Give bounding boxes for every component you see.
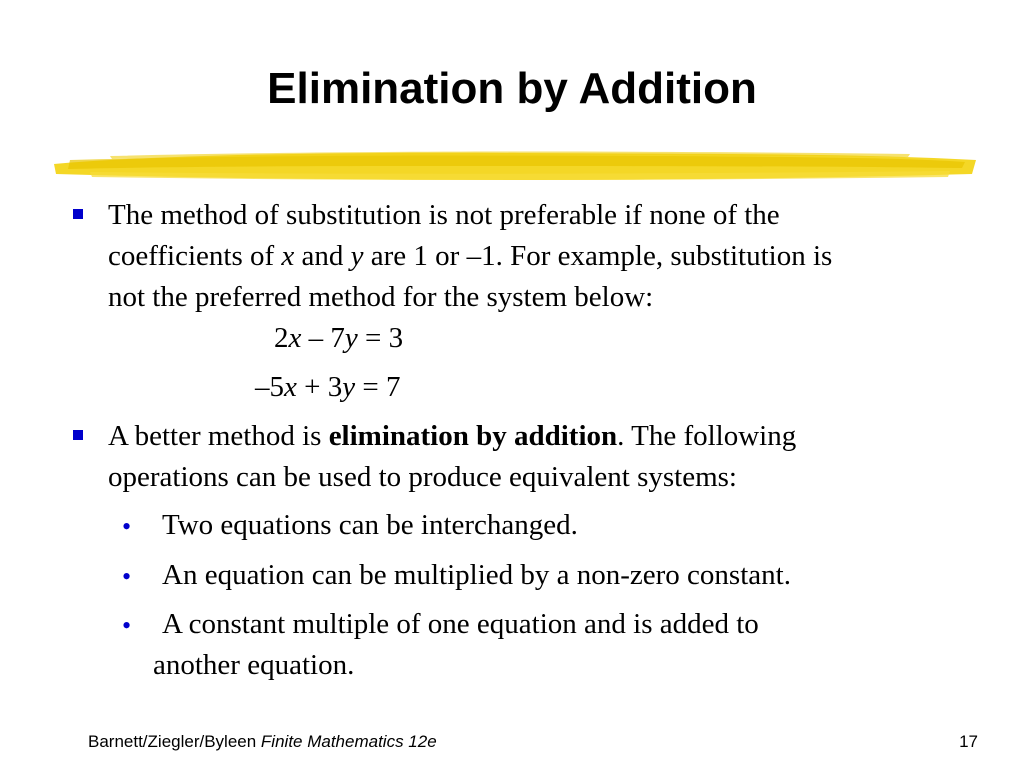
bullet2-bold-term: elimination by addition bbox=[328, 420, 618, 452]
sub-bullet-1: Two equations can be interchanged. bbox=[162, 509, 578, 541]
bullet2-line1 bbox=[108, 416, 988, 457]
variable-x: x bbox=[281, 240, 295, 272]
slide-number: 17 bbox=[959, 732, 978, 751]
bullet2-line1-b: . The following bbox=[617, 420, 797, 452]
eq1-y: y bbox=[344, 322, 358, 354]
bullet-square-icon bbox=[73, 430, 83, 440]
equation-1 bbox=[274, 318, 403, 359]
eq1-rhs: = 3 bbox=[357, 322, 404, 354]
equation-2 bbox=[255, 367, 400, 408]
eq2-y: y bbox=[342, 371, 356, 403]
footer-authors: Barnett/Ziegler/Byleen bbox=[88, 732, 261, 751]
footer-citation bbox=[88, 730, 437, 754]
sub-bullet-dot-icon: • bbox=[122, 562, 132, 591]
eq1-coefficient: 2 bbox=[274, 322, 289, 354]
eq2-coefficient: –5 bbox=[255, 371, 284, 403]
bullet1-line2-c: are 1 or –1. For example, substitution is bbox=[363, 240, 833, 272]
bullet1-line2 bbox=[108, 236, 988, 277]
bullet1-text bbox=[108, 195, 988, 318]
bullet-square-icon bbox=[73, 209, 83, 219]
bullet2-line1-a: A better method is bbox=[108, 420, 329, 452]
variable-y: y bbox=[350, 240, 364, 272]
bullet1-line2-a: coefficients of bbox=[108, 240, 282, 272]
bullet1-line3: not the preferred method for the system below: bbox=[108, 281, 654, 313]
sub-bullet-2: An equation can be multiplied by a non-zero constant. bbox=[162, 559, 791, 591]
eq2-x: x bbox=[284, 371, 297, 403]
eq2-rhs: = 7 bbox=[355, 371, 401, 403]
eq1-x: x bbox=[288, 322, 302, 354]
slide-title: Elimination by Addition bbox=[267, 64, 757, 113]
bullet2-text bbox=[108, 416, 988, 498]
sub-bullet-dot-icon: • bbox=[122, 512, 132, 541]
sub-bullet-dot-icon: • bbox=[122, 611, 132, 640]
sub-bullet-3-continuation: another equation. bbox=[153, 649, 355, 681]
bullet2-line2: operations can be used to produce equivalent systems: bbox=[108, 461, 737, 493]
sub-bullet-3: A constant multiple of one equation and is added to bbox=[162, 608, 759, 640]
bullet1-line2-b: and bbox=[294, 240, 351, 272]
bullet1-line1: The method of substitution is not preferable if none of the bbox=[108, 199, 780, 231]
eq1-operator: – 7 bbox=[301, 322, 345, 354]
footer-book-title: Finite Mathematics 12e bbox=[260, 732, 437, 751]
eq2-operator: + 3 bbox=[296, 371, 343, 403]
